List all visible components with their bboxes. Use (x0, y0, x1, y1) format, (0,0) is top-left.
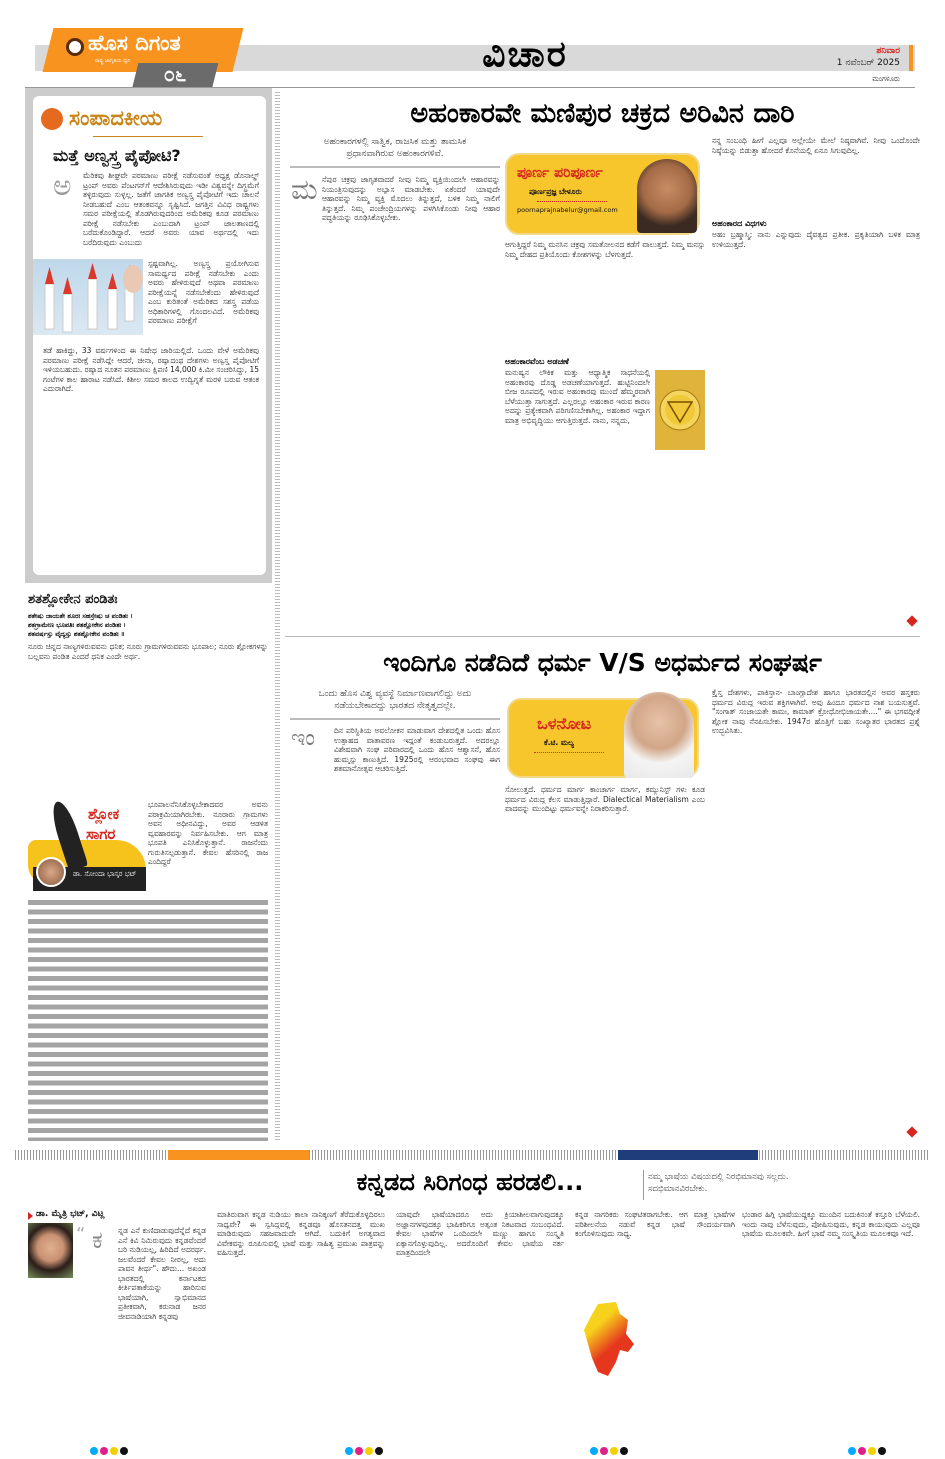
article3-col2-text: ಮಾತಿರುವಾಗ ಕನ್ನಡ ನುಡಿಯು ಕಾಲಾ ನಾನಿಕ್ಕಣಗೆ ತೆರೆದುಕೊಳ್ಳದಿರಲು ಸಾಧ್ಯವೇ? ಈ ಸ್ವಸಿದ್ಧವಲ್ಲಿ ಕನ್ನಡವೂ ಹೊಸತನದತ್ತ ಮುಖ ಮಾಡಿರುವುದು ಸಹಜವಾದುದೇ ಆಗಿದೆ. ಬದುಕಿಗೆ ಅಗತ್ಯವಾದ ವಿವೇಕವನ್ನು ರೂಪಿಸುವಲ್ಲಿ ಭಾಷೆ ಮತ್ತು ಸಾಹಿತ್ಯ ಪ್ರಮುಖ ಪಾತ್ರವನ್ನು ವಹಿಸುತ್ತದೆ. (217, 1210, 385, 1257)
column-separator (275, 92, 280, 1142)
accent-bar (909, 45, 913, 71)
logo-emblem-icon (66, 38, 84, 56)
editorial-body-wrap: ಸ್ಪಷ್ಟವಾಗಿಲ್ಲ. ಅಣ್ವಸ್ತ್ರ ಪ್ರಯೋಗಿಸುವ ಸಾಮರ್ಥ್ಯದ ಪರೀಕ್ಷೆ ನಡೆಸಬೇಕು ಎಂದು ಅವರು ಹೇಳಿರುವುದೆ ಅಥವಾ ಪರಮಾಣು ಪರೀಕ್ಷೆಯನ್ನೆ ನಡೆಸಬೇಕೆಂದು ಹೇಳಿರುವುದೆ ಎಂಬ ಕುರಿತಂತೆ ಅಮೆರಿಕದ ಸಶಸ್ತ್ರ ಪಡೆಯ ಅಧಿಕಾರಿಗಳಲ್ಲಿ ಗೊಂದಲವಿದೆ. ಅಮೆರಿಕವು ಪರಮಾಣು ಪರೀಕ್ಷೆಗೆ (148, 259, 259, 345)
article-divider (285, 636, 920, 637)
subhead: ಅಹಂಕಾರವೆಂಬ ಅಡಚಣೆ (505, 356, 705, 367)
drop-cap: ಮ (291, 173, 318, 206)
deck-divider (643, 1170, 644, 1200)
article3-quote-text: ನ್ನಡ ಎನೆ ಕುಣಿದಾಡುವುದೆನ್ನೆದೆ ಕನ್ನಡ ಎನೆ ಕಿವಿ ನಿಮಿರುವುದು ಕನ್ನಡವೆಂದರೆ ಬರಿ ನುಡಿಯಲ್ಲ, ಹಿರಿದಿದೆ ಅದರರ್ಥ. ಜಲವೆಂದರೆ ಕೇವಲ ನೀರಲ್ಲ, ಅದು ಪಾವನ ತೀರ್ಥ". ಹೌದು... ಅಖಂಡ ಭಾರತದಲ್ಲಿ ಕರ್ನಾಟಕದ ಕೀರ್ತಿಪತಾಕೆಯನ್ನು ಹಾರಿಸುವ ಭಾಷೆಯಾಗಿ, ಸ್ವಾಭಿಮಾನದ ಪ್ರತೀಕವಾಗಿ, ಕರುನಾಡ ಜನರ ಜೀವನಾಡಿಯಾಗಿ ಕನ್ನಡವು (118, 1226, 206, 1321)
author-photo (36, 857, 66, 887)
deck-rule (290, 718, 500, 720)
verse-line: ಶತಗ್ರಾಮೇಣ ಭೂಪತಿಃ ಶತಶ್ಲೋಕೇನ ಪಂಡಿತಃ । (28, 621, 126, 629)
article1-lead-text: ನೆಪುರ ಚಕ್ರವು ಜಾಗೃತವಾದರೆ ನೀವು ನಿಮ್ಮ ವ್ಯಕ್ತಿಯಿಂದಲೇ ಆಹಾರವನ್ನು ನಿಯಂತ್ರಿಸುವುದನ್ನು ಅಭ್ಯಾಸ ಮಾಡಬೇಕು. ಏಕೆಂದರೆ ಯಾವುದೇ ಆಹಾರವನ್ನು ನಿಮ್ಮ ವ್ಯಕ್ತಿ ಮೊದಲು ತಿನ್ನುತ್ತದೆ, ಬಳಿಕ ನಿಮ್ಮ ನಾಲಿಗೆ ತಿನ್ನುತ್ತದೆ. ನಿಮ್ಮ ಪಂಚೇಂದ್ರಿಯಗಳನ್ನು ಪಳಗಿಸಿಕೊಂಡು ನೀವು ಆಹಾರ ಪದ್ಧತಿಯನ್ನು ರೂಢಿಸಿಕೊಳ್ಳಬೇಕು. (322, 175, 500, 222)
article3-col5-text: ಭಂಡಾರ ಹಿಗ್ಗಿ ಭಾಷೆಯುದ್ದಕ್ಕೂ ಮುಂದಿನ ಬದುಕಿನಂತೆ ಕಸ್ತೂರಿ ಬೆಳೆಯಲಿ. ಇಂದು ನಾವು ಬೆಳೆಸುವುದು, ಪೋಷಿಸುವುದು, ಕನ್ನಡ ಕಾಯುವುದು ಎಲ್ಲವೂ ಭಾಷೆಯ ಮೂಲಕವೇ. ಹೀಗೆ ಭಾಷೆ ನಮ್ಮ ಸಂಸ್ಕೃತಿಯ ಮೂಲಕವೂ ಇದೆ. (742, 1210, 920, 1238)
stripe-orange (168, 1150, 309, 1160)
article2-deck: ಒಂದು ಹೊಸ ವಿಶ್ವ ವ್ಯವಸ್ಥೆ ನಿರ್ಮಾಣವಾಗಲಿದ್ದು ಅದು ನಡೆಯಬೇಕಾದದ್ದು ಭಾರತದ ನೇತೃತ್ವದಲ್ಲೇ. (318, 689, 472, 711)
editorial-body-end-text: ತಡೆ ಹಾಕಿದ್ದು, 33 ವರ್ಷಗಳಿಂದ ಈ ನಿಷೇಧ ಜಾರಿಯಲ್ಲಿದೆ. ಒಂದು ವೇಳೆ ಅಮೆರಿಕವು ಪರಮಾಣು ಪರೀಕ್ಷೆ ನಡೆಸಿದ್ದೇ ಆದರೆ, ಚೀನಾ, ರಷ್ಯಾದಂಥ ದೇಶಗಳು ಅಣ್ವಸ್ತ್ರ ಪೈಪೋಟಿಗೆ ಇಳಿಯಬಹುದು. ರಷ್ಯಾದ ನೂತನ ಪರಮಾಣು ಕ್ಷಿಪಣಿ 14,000 ಕಿ.ಮೀ ಸಂಚರಿಸಿದ್ದು, 15 ಗಂಟೆಗಳ ಕಾಲ ಹಾರಾಟ ನಡೆಸಿದೆ. ಕಿಶೀಲ ಸಮರ ಕಾಲದ ಉದ್ವಿಗ್ನತೆ ಮರಳಿ ಬರುವ ಆತಂಕ ಎದುರಾಗಿದೆ. (43, 346, 259, 393)
logo-text: ಹೊಸ ದಿಗಂತ (88, 31, 181, 55)
article1-col3 (712, 136, 920, 630)
shloka-box-title-2: ಸಾಗರ (86, 825, 116, 843)
quote-mark: “ (76, 1224, 86, 1245)
issue-date: 1 ನವೆಂಬರ್ 2025 (836, 58, 900, 68)
author-photo (28, 1223, 73, 1278)
drop-cap: ಕ (92, 1226, 103, 1254)
article3-deck: ನಮ್ಮ ಭಾಷೆಯ ವಿಷಯದಲ್ಲಿ ನಿರಭಿಮಾನವು ಸಲ್ಲದು. ಸದಭಿಮಾನವಿರಬೇಕು. (648, 1172, 789, 1194)
shloka-body-text: ನೂರು ಚಿನ್ನದ ನಾಣ್ಯಗಳಿರುವವನು ಧನಿಕ; ನೂರು ಗ್ರಾಮಗಳಿರುವವನು ಭೂಪಾಲ; ನೂರು ಶ್ಲೋಕಗಳನ್ನು ಬಲ್ಲವನು ಪಂಡಿತ ಎಂದರೆ ಧನಿಕ ಎಂದೇ ಅರ್ಥ. (28, 642, 268, 661)
editorial-body: ಮೆರಿಕವು ಶೀಘ್ರವೇ ಪರಮಾಣು ಪರೀಕ್ಷೆ ನಡೆಸುವಂತೆ ಅಧ್ಯಕ್ಷ ಡೊನಾಲ್ಡ್ ಟ್ರಂಪ್ ಅವರು ಪೆಂಟಗನ್‌ಗೆ ಆದೇಶಿಸಿರುವುದು ಇಡೀ ವಿಶ್ವವನ್ನೇ ದಿಗ್ಭ್ರಮೆಗೆ ತಳ್ಳಿರುವುದು ಸುಳ್ಳಲ್ಲ. ಜತೆಗೆ ಜಾಗತಿಕ ಅಣ್ವಸ್ತ್ರ ಪೈಪೋಟಿಗೆ ಇದು ಚಾಲನೆ ನೀಡಬಹುದೆ ಎಂಬ ಆತಂಕವನ್ನೂ ಸೃಷ್ಟಿಸಿದೆ. ಜಗತ್ತಿನ ವಿವಿಧ ರಾಷ್ಟ್ರಗಳು ಸಮರ ಪರೀಕ್ಷೆಯಲ್ಲಿ ತೊಡಗಿರುವುದರಿಂದ ಅಮೆರಿಕವು ಕೂಡ ಪರಮಾಣು ಪರೀಕ್ಷೆ ನಡೆಸಬೇಕು ಎಂಬುದಾಗಿ ಟ್ರಂಪ್ ಜಾಲತಾಣದಲ್ಲಿ ಬರೆದುಕೊಂಡಿದ್ದಾರೆ. ಆದರೆ ಅವರು ಯಾವ ಅರ್ಥದಲ್ಲಿ ಇದು ಬರೆದಿರುವುದು ಎಂಬುದು (53, 171, 259, 256)
article1-deck: ಅಹಂಕಾರಗಳಲ್ಲಿ ಸಾತ್ವಿಕ, ರಾಜಸಿಕ ಮತ್ತು ತಾಮಸಿಕ ಪ್ರಧಾನವಾಗಿರುವ ಅಹಂಕಾರಗಳಿವೆ. (323, 137, 467, 159)
ornament-divider (93, 136, 203, 137)
article3-col3 (396, 1210, 564, 1440)
editorial-box (25, 88, 272, 583)
section-stripe (15, 1150, 930, 1160)
shloka-body-continued (28, 898, 268, 1141)
deck-rule (290, 166, 500, 168)
registration-marks (590, 1440, 630, 1459)
article1-sub1-body: ಮನುಷ್ಯನ ಲೌಕಿಕ ಮತ್ತು ಆಧ್ಯಾತ್ಮಿಕ ಸಾಧನೆಯಲ್ಲಿ ಅಹಂಕಾರವು ದೊಡ್ಡ ಅಡಚಣೆಯಾಗುತ್ತದೆ. ಹುಟ್ಟಿನಿಂದಲೇ ಬೀಜ ರೂಪದಲ್ಲಿ ಇರುವ ಅಹಂಕಾರವು ಮುಂದೆ ಹೆಮ್ಮರವಾಗಿ ಬೆಳೆಯುತ್ತಾ ಸಾಗುತ್ತದೆ. ಎಲ್ಲರಲ್ಲೂ ಅಹಂಕಾರ ಇರುವ ಕಾರಣ ಅದನ್ನು ಪ್ರತ್ಯೇಕವಾಗಿ ಪರಿಗಣಿಸಬೇಕಾಗಿಲ್ಲ. ಅಹಂಕಾರ ಇದ್ದಾಗ ಮಾತ್ರ ಅಭಿವೃದ್ಧಿಯು ಆಗುತ್ತಿರುತ್ತದೆ. ನಾನು, ನನ್ನದು, (505, 368, 650, 454)
article2-col2 (505, 785, 705, 1138)
editorial-body-end (43, 346, 259, 568)
article2-lead-text: ದಿನ ಪರಿಸ್ಥಿತಿಯ ಅವಲೋಕನ ಮಾಡುವಾಗ ದೇಶದಲ್ಲಿತ ಒಂದು ಹೊಸ ಉತ್ಸಾಹದ ವಾತಾವರಣ ಇದ್ದಂತೆ ಕಂಡುಬರುತ್ತದೆ. ಅದರಲ್ಲೂ ವಿಶೇಷವಾಗಿ ಸಂಘ ಪರಿವಾರದಲ್ಲಿ ಒಂದು ಹೊಸ ಆಶ್ವಾಸನೆ, ಹೊಸ ಹುಮ್ಮಸ್ಸು ಕಾಣುತ್ತಿದೆ. 1925ರಲ್ಲಿ ಆರಂಭವಾದ ಸಂಘವು ಈಗ ಶತಮಾನೋತ್ಸವ ಆಚರಿಸುತ್ತಿದೆ. (334, 726, 500, 773)
article1-sub2-body: ಅಹಂ ಬ್ರಹ್ಮಾಸ್ಮಿ; ನಾನು ಎನ್ನುವುದು ದೈವತ್ವದ ಪ್ರತೀಕ. ಪ್ರಕೃತಿಯಾಗಿ ಬಳಿಕ ಮಾತ್ರ ಉಳಿಯುತ್ತದೆ. (712, 230, 920, 249)
stripe-blue (618, 1150, 758, 1160)
drop-cap: ಅ (53, 169, 72, 202)
column-box-poorna-paripoorna (505, 153, 700, 235)
verse-line: ಶತವರ್ಷಸ್ತು ವೈದ್ಯಸ್ತು ಶತಶ್ಲೋಕೇನ ಪಂಡಿತಃ ॥ (28, 630, 125, 638)
author-email: poornaprajnabelur@gmail.com (517, 206, 618, 214)
article1-col3-text: ನನ್ನ ಸಂಬಂಧಿ ಹೀಗೆ ಎಲ್ಲವೂ ಅಲ್ಲೇಯೇ ಮೇಲೆ ನಿಷ್ಠವಾಗಿವೆ. ನೀವು ಒಂದೊಂದೇ ನಿಷ್ಠೆಯನ್ನು ಬಿಡುತ್ತಾ ಹೋದರೆ ಕೊನೆಯಲ್ಲಿ ಏನೂ ಸಿಗುವುದಿಲ್ಲ. (712, 136, 920, 155)
subhead: ಅಹಂಕಾರದ ವಿಧಗಳು (712, 218, 920, 229)
dotted-divider (534, 752, 604, 753)
author-marker-icon (28, 1212, 33, 1220)
article3-col2 (217, 1210, 385, 1440)
column-box-olanota (507, 698, 699, 778)
registration-marks (848, 1440, 888, 1459)
missile-image (33, 259, 143, 335)
shloka-body (28, 642, 268, 792)
issue-day: ಶನಿವಾರ (876, 46, 900, 56)
author-photo (624, 692, 694, 778)
edition-city: ಮಂಗಳೂರು (872, 75, 900, 83)
logo-tagline: ರಾಷ್ಟ್ರ ಜಾಗೃತಿಯ ಧ್ವನಿ (95, 58, 131, 64)
column-name: ಪೂರ್ಣ ಪರಿಪೂರ್ಣ (517, 165, 603, 181)
article2-col3 (712, 688, 920, 1138)
editorial-emblem-icon (41, 108, 63, 130)
verse-line: ಶತೇಷು ಜಾಯತೇ ಶೂರಃ ಸಹಸ್ರೇಷು ಚ ಪಂಡಿತಃ । (28, 612, 133, 620)
section-title: ವಿಚಾರ (482, 34, 568, 75)
shloka-verse (28, 612, 268, 639)
article1-col2-text: ಆಗುತ್ತಿದ್ದರೆ ನಿಮ್ಮ ಮನಸಿನ ಚಕ್ರವು ಸಮತೋಲನದ ಕಡೆಗೆ ವಾಲುತ್ತದೆ. ನಿಮ್ಮ ಮನಸ್ಸು ನಿಮ್ಮ ದೇಹದ ಪ್ರತಿಯೊಂದು ಕೋಶಗಳನ್ನು ಬೆಳಗುತ್ತದೆ. (505, 240, 705, 259)
masthead (0, 0, 945, 92)
article1-col1 (290, 175, 500, 630)
registration-marks (345, 1440, 385, 1459)
article3-author: ಡಾ. ಮೈತ್ರಿ ಭಟ್, ವಿಟ್ಲ (36, 1209, 105, 1219)
shloka-box-title-1: ಶ್ಲೋಕ (88, 805, 120, 823)
article3-col5 (742, 1210, 920, 1440)
shloka-sagar-box (28, 795, 146, 895)
drop-cap: ಇಂ (291, 726, 316, 751)
author-photo (637, 159, 697, 233)
article3-headline: ಕನ್ನಡದ ಸಿರಿಗಂಧ ಹರಡಲಿ... (356, 1168, 584, 1196)
article2-col2-text: ಸೋಲುತ್ತದೆ. ಧರ್ಮದ ಮಾರ್ಗ ಕಾಂಚಾರ್ಗ ಮಾರ್ಗ, ಕಮ್ಯುನಿಸ್ಟ್ ಗಳು ಕೂಡ ಧರ್ಮದ ವಿರುದ್ಧ ಕೆಲಸ ಮಾಡುತ್ತಿದ್ದಾರೆ. Dialectical Materialism ಎಂಬ ವಾದವನ್ನು ಮುಂದಿಟ್ಟು ಧರ್ಮವನ್ನೇ ನಿರಾಕರಿಸುತ್ತಾರೆ. (505, 785, 705, 813)
karnataka-map-icon (576, 1300, 636, 1380)
shloka-title: ಶತಶ್ಲೋಕೇನ ಪಂಡಿತಃ (28, 592, 118, 607)
shloka-author: ಡಾ. ಸೋಂದಾ ಭಾಸ್ಕರ ಭಟ್ (73, 870, 137, 878)
article3-col3-text: ಯಾವುದೇ ಭಾಷೆಯಾದರೂ ಅದು ಕ್ರಿಯಾಶೀಲವಾಗುವುದಕ್ಕೂ ಅಜ್ಞಾನಗಳವುದಕ್ಕೂ ಭಾಷಿಕರಿಗೂ ಅತ್ಯಂತ ನಿಕಟವಾದ ಸಂಬಂಧವಿದೆ. ಕೇವಲ ಭಾಷೆಗಳ ಒಂದಿಂದಲೇ ಮಣ್ಣು ಹಾಗೂ ಸಂಸ್ಕೃತಿ ಏಕ್ಯಾನಗೊಳ್ಳುವುದಿಲ್ಲ. ಅದರೊಂದಿಗೆ ಕೇವಲ ಭಾಷೆಯ ನರ್ಕ ಮಾತ್ರದಿಂದಲೇ (396, 1210, 564, 1257)
article3-col4-text: ಕನ್ನಡ ನಾಗರಿಕರು ಸಂಘಟಿತರಾಗಬೇಕು. ಆಗ ಮಾತ್ರ ಭಾಷೆಗಳ ಪರಿಶೀಲನೆಯ ನಡುವೆ ಕನ್ನಡ ಭಾಷೆ ಸೌಂದರ್ಯವಾಗಿ ಕಂಗೊಳಿಸುವುದು ಸಾಧ್ಯ. (575, 1210, 735, 1238)
article2-col3-text: ಕ್ರೈಸ್ತ ದೇಶಗಳು, ಪಾಕಿಸ್ತಾನ- ಬಾಂಗ್ಲಾದೇಶ ಹಾಗೂ ಭಾರತದಲ್ಲಿನ ಅವರ ಹಸ್ತಕರು ಧರ್ಮದ ವಿರುದ್ಧ ಇರುವ ಶಕ್ತಿಗಳಾಗಿವೆ. ಅವು ಹಿಂದೂ ಧರ್ಮದ ನಾಶ ಬಯಸುತ್ತವೆ. "ಸಂಗಾತ್ ಸಂಜಾಯತೇ ಕಾಮಃ, ಕಾಮಾತ್ ಕ್ರೋಧೋಭಿಜಾಯತೇ...." ಈ ಭಗವದ್ಗೀತೆ ಶ್ಲೋಕ ನಾವು ನೆನಪಿಸಬೇಕು. 1947ರ ಹೊತ್ತಿಗೆ ಬಹು ಸಂಖ್ಯಾತರ ಭಾರತದ ಪ್ರಶ್ನೆ ಉದ್ಭವಿಸಿತು. (712, 688, 920, 735)
dotted-divider (537, 201, 607, 202)
registration-marks (90, 1440, 130, 1459)
article2-headline: ಇಂದಿಗೂ ನಡೆದಿದೆ ಧರ್ಮ V/S ಅಧರ್ಮದ ಸಂಘರ್ಷ (383, 648, 822, 677)
missiles-icon (33, 259, 143, 335)
manipura-chakra-icon (655, 370, 705, 450)
page-number: ೦೬ (163, 62, 187, 86)
column-author: ಕೆ.ಟಿ. ಮಲ್ಯ (544, 738, 574, 747)
column-name: ಒಳನೋಟ (537, 714, 592, 733)
column-author: ಪೂರ್ಣಪ್ರಜ್ಞ ಬೇಳೂರು (529, 187, 582, 196)
shloka-box-side-text: ಭೂಪಾಲನೆನಿಸಿಕೊಳ್ಳಬೇಕಾದವರ ಅವನು ಪರಾಕ್ರಮಿಯಾಗಿರಬೇಕು. ನೂರಾರು ಗ್ರಾಮಗಳು ಅವನ ಅಧೀನವಿದ್ದು, ಅವರ ಆಡಳಿತ ವ್ಯವಹಾರವನ್ನು ನಿರ್ವಹಿಸಬೇಕು. ಆಗ ಮಾತ್ರ ಭೂಪತಿ ಎನಿಸಿಕೊಳ್ಳುತ್ತಾನೆ. ರಾಜನೆಂದು ಗುರುತಿಸಲ್ಪಡುತ್ತಾನೆ. ಕೇವಲ ಹೆಸರಿನಲ್ಲಿ ರಾಜ ಎಂದಿದ್ದರೆ (148, 800, 268, 866)
editorial-label: ಸಂಪಾದಕೀಯ (69, 106, 163, 130)
editorial-headline: ಮತ್ತೆ ಅಣ್ವಸ್ತ್ರ ಪೈಪೋಟಿ? (53, 146, 181, 165)
shloka-box-side (148, 800, 268, 895)
article2-col1 (290, 726, 500, 1138)
article1-headline: ಅಹಂಕಾರವೇ ಮಣಿಪುರ ಚಕ್ರದ ಅರಿವಿನ ದಾರಿ (410, 98, 795, 129)
